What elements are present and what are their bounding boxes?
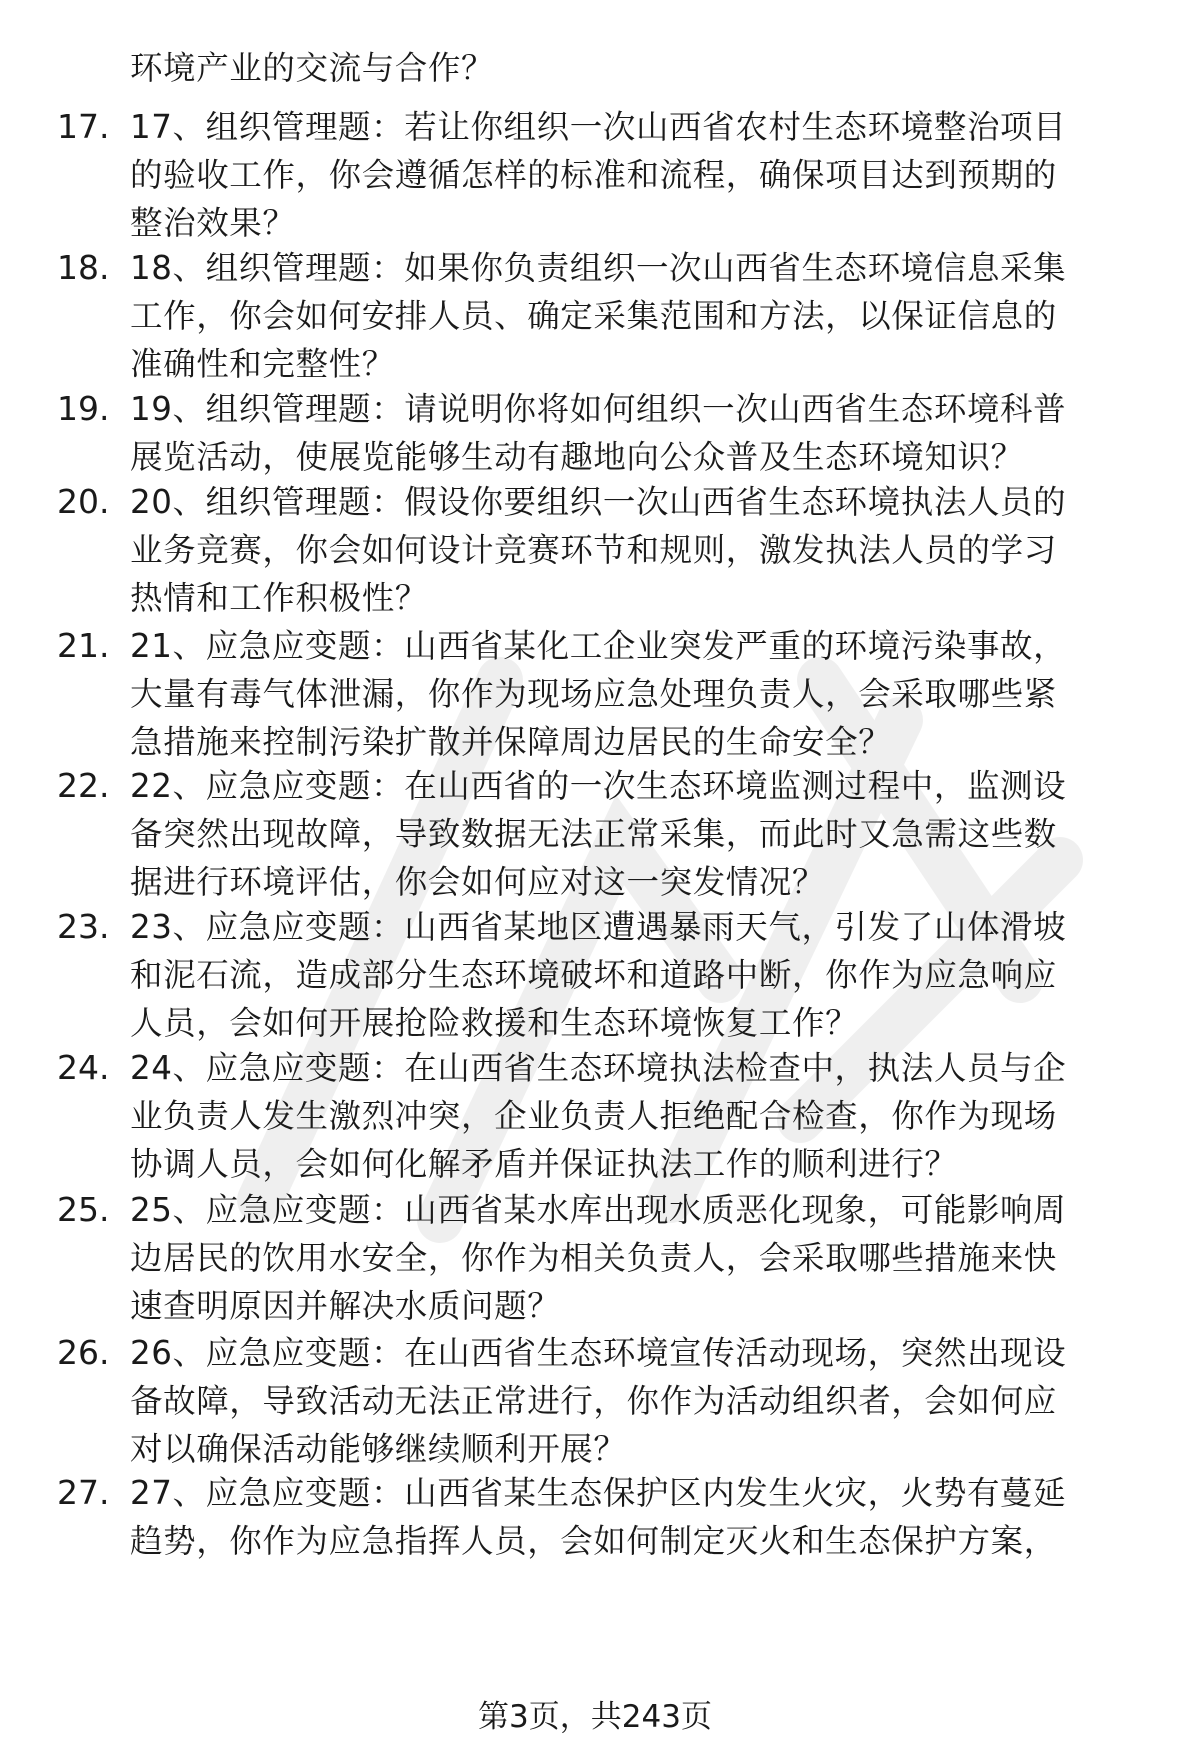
question-number: 22. xyxy=(57,766,110,805)
question-text: 26、应急应变题：在山西省生态环境宣传活动现场，突然出现设 备故障，导致活动无法正常进行，你作为活动组织者，会如何应 对以确保活动能够继续顺利开展？ xyxy=(130,1334,1067,1468)
question-number: 23. xyxy=(57,907,110,946)
question-number: 24. xyxy=(57,1048,110,1087)
question-number: 26. xyxy=(57,1333,110,1372)
question-text: 23、应急应变题：山西省某地区遭遇暴雨天气，引发了山体滑坡 和泥石流，造成部分生态环境破坏和道路中断，你作为应急响应 人员，会如何开展抢险救援和生态环境恢复工作？ xyxy=(130,908,1067,1042)
question-text: 17、组织管理题：若让你组织一次山西省农村生态环境整治项目 的验收工作，你会遵循怎样的标准和流程，确保项目达到预期的 整治效果？ xyxy=(130,108,1067,242)
question-text: 19、组织管理题：请说明你将如何组织一次山西省生态环境科普 展览活动，使展览能够生动有趣地向公众普及生态环境知识？ xyxy=(130,390,1067,476)
question-number: 27. xyxy=(57,1473,110,1512)
page-footer: 第3页，共243页 xyxy=(478,1699,712,1735)
question-number: 18. xyxy=(57,248,110,287)
question-text: 21、应急应变题：山西省某化工企业突发严重的环境污染事故， 大量有毒气体泄漏，你作为现场应急处理负责人，会采取哪些紧 急措施来控制污染扩散并保障周边居民的生命安全？ xyxy=(130,627,1067,761)
question-text: 27、应急应变题：山西省某生态保护区内发生火灾，火势有蔓延 趋势，你作为应急指挥人员，会如何制定灭火和生态保护方案， xyxy=(130,1474,1067,1560)
question-text: 25、应急应变题：山西省某水库出现水质恶化现象，可能影响周 边居民的饮用水安全，你作为相关负责人，会采取哪些措施来快 速查明原因并解决水质问题？ xyxy=(130,1191,1067,1325)
question-text: 18、组织管理题：如果你负责组织一次山西省生态环境信息采集 工作，你会如何安排人员、确定采集范围和方法，以保证信息的 准确性和完整性？ xyxy=(130,249,1067,383)
question-number: 20. xyxy=(57,482,110,521)
question-number: 19. xyxy=(57,389,110,428)
question-text: 20、组织管理题：假设你要组织一次山西省生态环境执法人员的 业务竞赛，你会如何设计竞赛环节和规则，激发执法人员的学习 热情和工作积极性？ xyxy=(130,483,1067,617)
question-number: 25. xyxy=(57,1190,110,1229)
question-number: 17. xyxy=(57,107,110,146)
continuation-text: 环境产业的交流与合作？ xyxy=(130,49,495,87)
question-number: 21. xyxy=(57,626,110,665)
question-text: 24、应急应变题：在山西省生态环境执法检查中，执法人员与企 业负责人发生激烈冲突，企业负责人拒绝配合检查，你作为现场 协调人员，会如何化解矛盾并保证执法工作的顺利进行？ xyxy=(130,1049,1067,1183)
question-text: 22、应急应变题：在山西省的一次生态环境监测过程中，监测设 备突然出现故障，导致数据无法正常采集，而此时又急需这些数 据进行环境评估，你会如何应对这一突发情况？ xyxy=(130,767,1067,901)
